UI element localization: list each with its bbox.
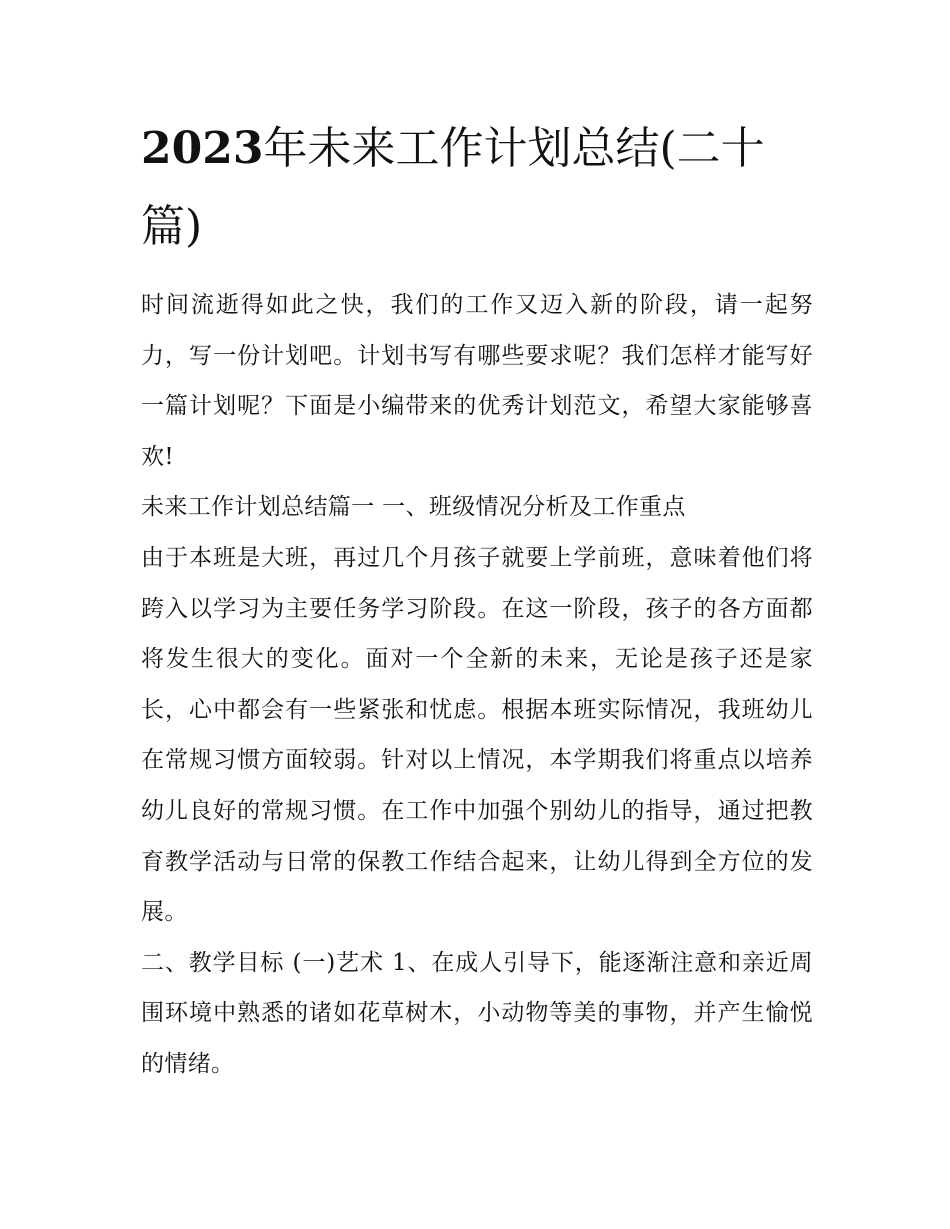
document-title	[141, 110, 813, 266]
section-heading: 未来工作计划总结篇一 一、班级情况分析及工作重点	[141, 494, 686, 521]
title-year: 2023	[141, 123, 264, 174]
document-page	[141, 110, 813, 1090]
intro-paragraph: 时间流逝得如此之快，我们的工作又迈入新的阶段，请一起努力，写一份计划吧。计划书写有哪些要求呢？我们怎样才能写好一篇计划呢？下面是小编带来的优秀计划范文，希望大家能够喜欢!	[141, 292, 813, 470]
teaching-goals-paragraph: 二、教学目标 (一)艺术 1、在成人引导下，能逐渐注意和亲近周围环境中熟悉的诸如花草树木，小动物等美的事物，并产生愉悦的情绪。	[141, 949, 813, 1077]
title-text: 年未来工作计划总结(二十篇)	[141, 123, 765, 252]
class-analysis-paragraph: 由于本班是大班，再过几个月孩子就要上学前班，意味着他们将跨入以学习为主要任务学习阶段。在这一阶段，孩子的各方面都将发生很大的变化。面对一个全新的未来，无论是孩子还是家长，心中都会有一些紧张和忧虑。根据本班实际情况，我班幼儿在常规习惯方面较弱。针对以上情况，本学期我们将重点以培养幼儿良好的常规习惯。在工作中加强个别幼儿的指导，通过把教育教学活动与日常的保教工作结合起来，让幼儿得到全方位的发展。	[141, 544, 813, 926]
